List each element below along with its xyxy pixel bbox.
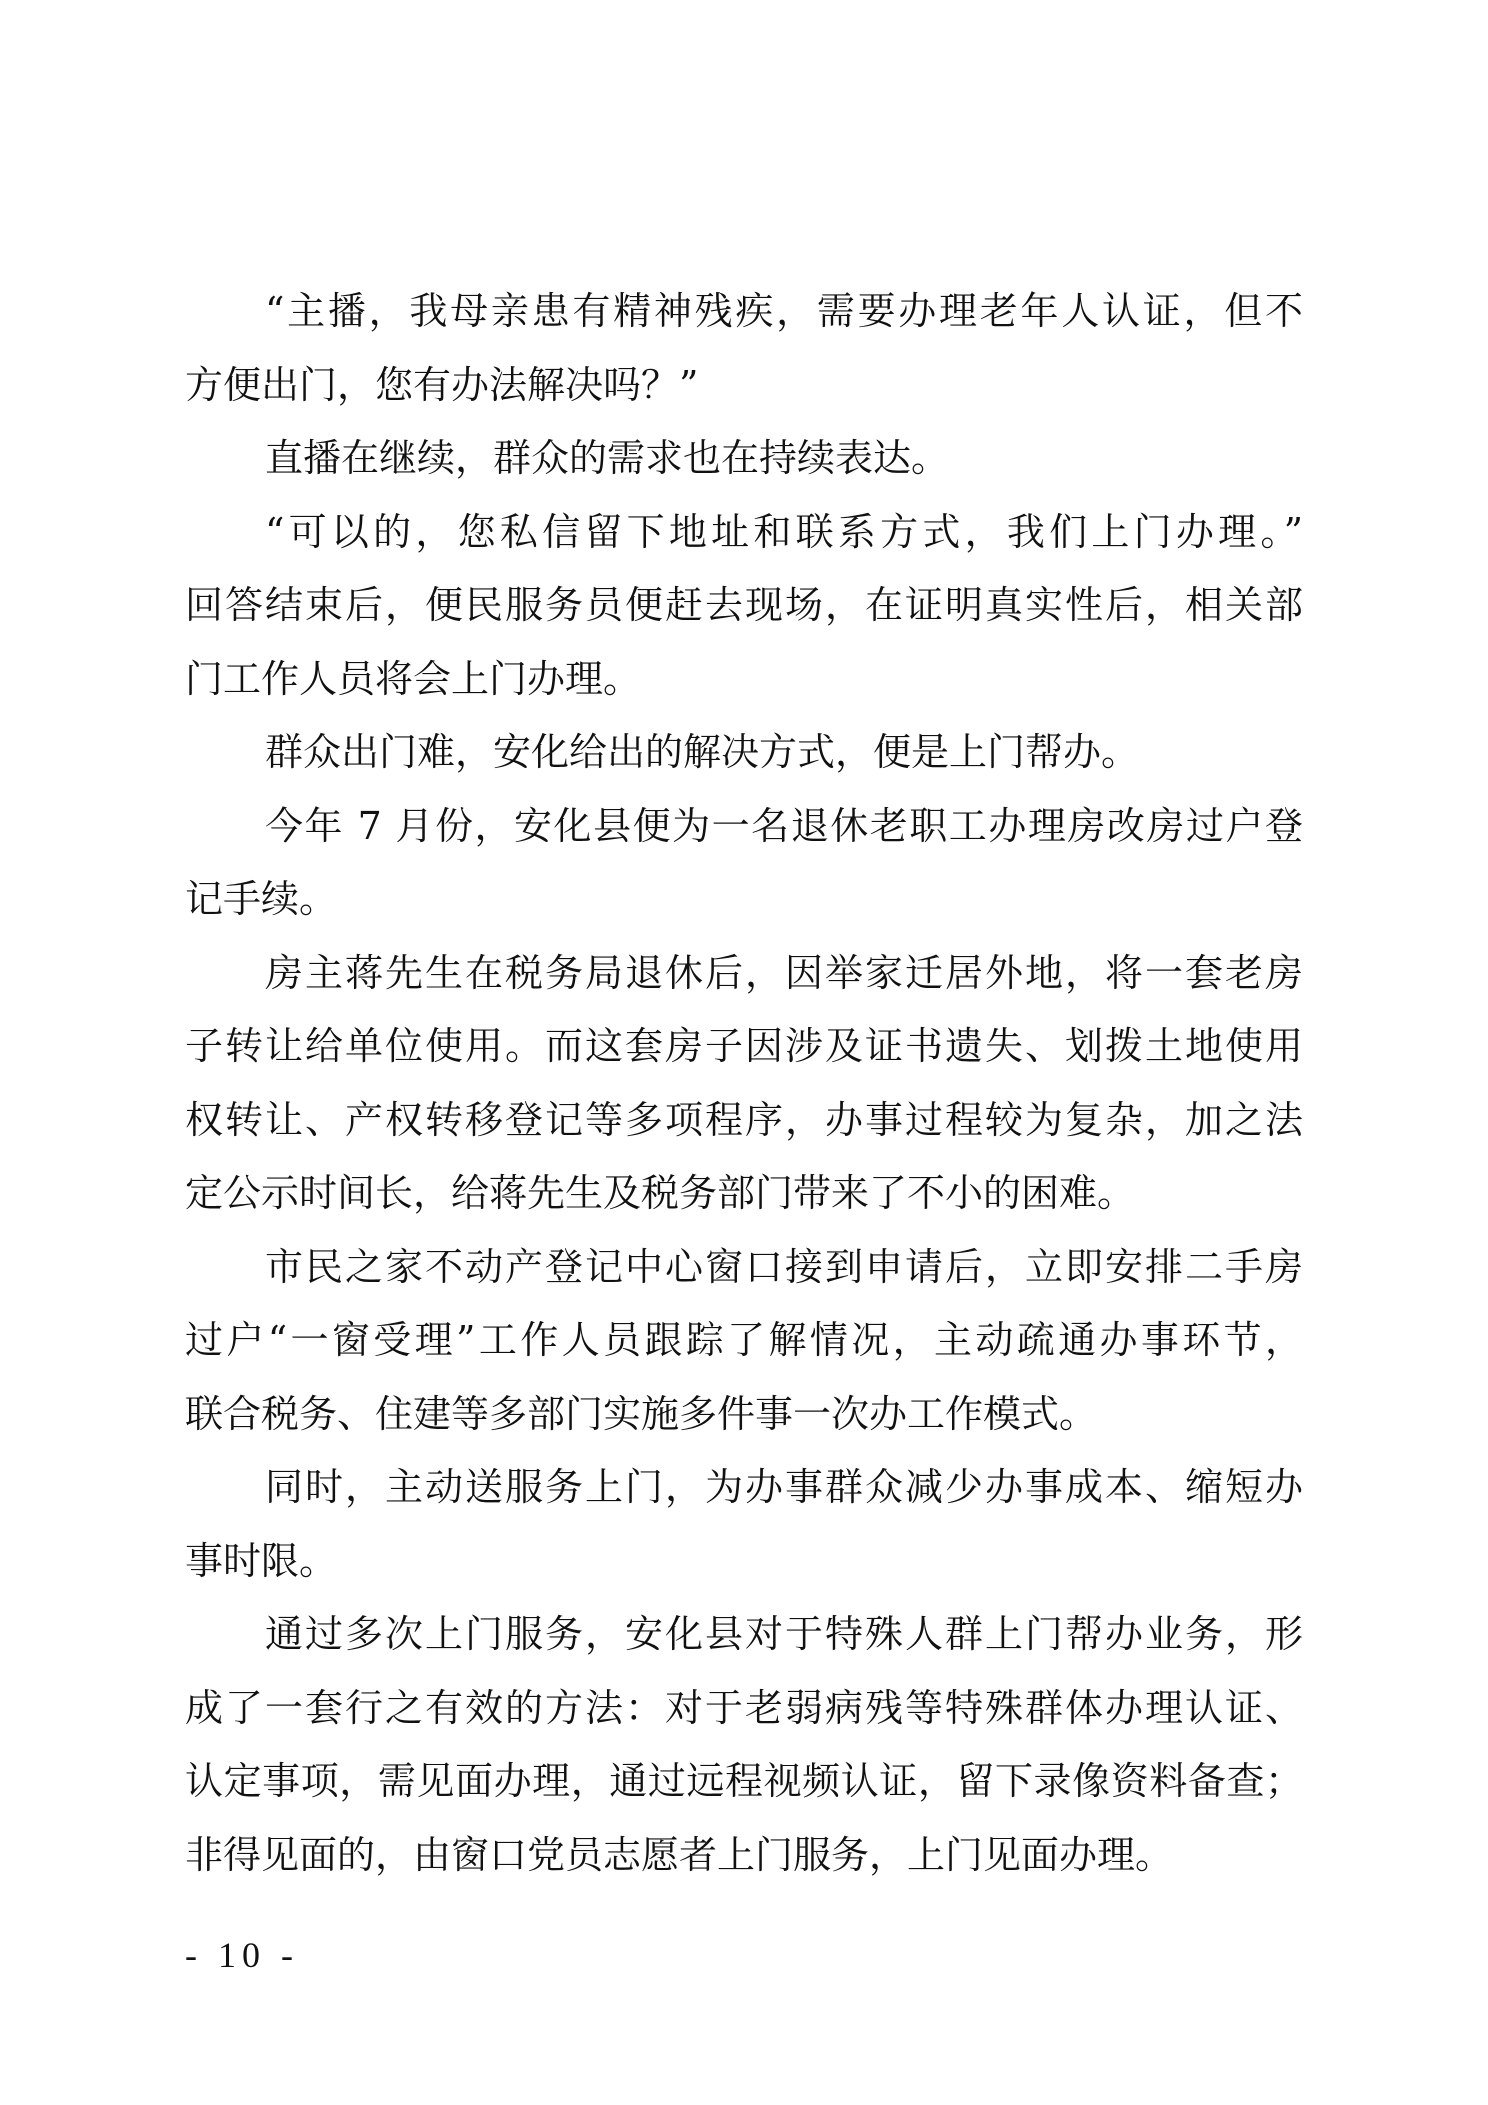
text-line: 群众出门难，安化给出的解决方式，便是上门帮办。	[265, 730, 1140, 774]
paragraph	[185, 945, 1303, 1239]
text-line: 过户“一窗受理”工作人员跟踪了解情况，主动疏通办事环节，	[185, 1318, 1303, 1362]
paragraph	[185, 1606, 1303, 1900]
paragraph	[185, 1459, 1303, 1606]
text-line: 直播在继续，群众的需求也在持续表达。	[265, 436, 950, 480]
text-line: “主播，我母亲患有精神残疾，需要办理老年人认证，但不	[265, 289, 1303, 333]
text-line: 房主蒋先生在税务局退休后，因举家迁居外地，将一套老房	[265, 950, 1303, 995]
text-line: 子转让给单位使用。而这套房子因涉及证书遗失、划拨土地使用	[185, 1024, 1303, 1068]
text-line: 联合税务、住建等多部门实施多件事一次办工作模式。	[185, 1391, 1098, 1436]
text-line: 通过多次上门服务，安化县对于特殊人群上门帮办业务，形	[265, 1612, 1303, 1656]
text-line: 同时，主动送服务上门，为办事群众减少办事成本、缩短办	[265, 1465, 1303, 1509]
text-line: 事时限。	[185, 1538, 338, 1583]
paragraph	[185, 283, 1303, 430]
text-line: 记手续。	[185, 877, 338, 921]
paragraph	[185, 798, 1303, 945]
text-line: 非得见面的，由窗口党员志愿者上门服务，上门见面办理。	[185, 1832, 1174, 1877]
text-line: 认定事项，需见面办理，通过远程视频认证，留下录像资料备查；	[185, 1759, 1303, 1803]
page-number: - 10 -	[185, 1935, 299, 1975]
paragraph	[185, 1239, 1303, 1460]
text-line: 今年 7 月份，安化县便为一名退休老职工办理房改房过户登	[265, 803, 1303, 848]
document-body	[185, 283, 1303, 1900]
paragraph	[185, 724, 1303, 798]
text-line: 权转让、产权转移登记等多项程序，办事过程较为复杂，加之法	[185, 1097, 1303, 1142]
text-line: 市民之家不动产登记中心窗口接到申请后，立即安排二手房	[265, 1244, 1303, 1289]
text-line: 门工作人员将会上门办理。	[185, 656, 642, 701]
paragraph	[185, 504, 1303, 725]
text-line: 成了一套行之有效的方法：对于老弱病残等特殊群体办理认证、	[185, 1685, 1303, 1730]
text-line: “可以的，您私信留下地址和联系方式，我们上门办理。”	[265, 509, 1303, 554]
paragraph	[185, 430, 1303, 504]
text-line: 定公示时间长，给蒋先生及税务部门带来了不小的困难。	[185, 1171, 1136, 1215]
text-line: 方便出门，您有办法解决吗？”	[185, 362, 699, 407]
text-line: 回答结束后，便民服务员便赶去现场，在证明真实性后，相关部	[185, 583, 1303, 627]
